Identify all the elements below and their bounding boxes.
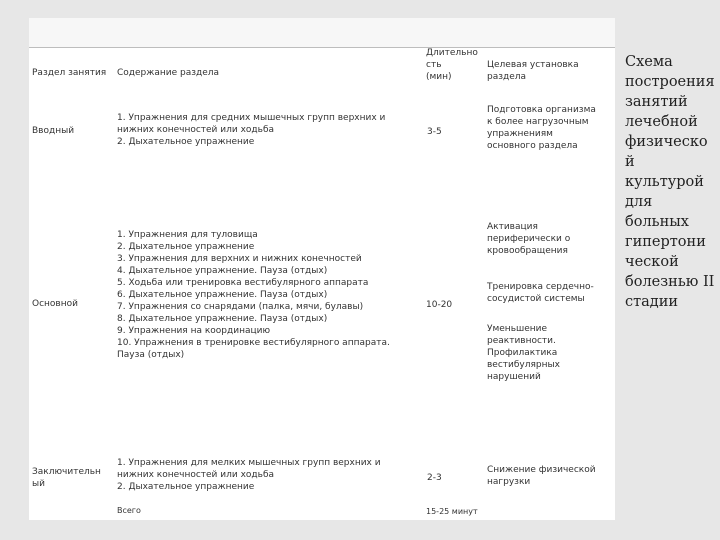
header-content: Содержание раздела — [117, 68, 220, 78]
row-main-section: Основной — [32, 299, 78, 309]
side-title: Схема построения занятий лечебной физическо й культурой для больных гипертони ческой болезнью II стадии — [625, 54, 715, 310]
table-top-border — [29, 47, 615, 48]
row-final-section: Заключительн ый — [32, 467, 101, 489]
header-duration: Длительно сть (мин) — [426, 48, 478, 82]
row-intro-target: Подготовка организма к более нагрузочным упражнениям основного раздела — [487, 105, 596, 151]
header-section: Раздел занятия — [32, 68, 107, 78]
row-final-duration: 2-3 — [427, 473, 442, 483]
header-target: Целевая установка раздела — [487, 60, 579, 82]
row-main-duration: 10-20 — [426, 300, 453, 310]
row-main-target-1: Активация периферически о кровообращения — [487, 222, 571, 256]
row-final-content: 1. Упражнения для мелких мышечных групп верхних и нижних конечностей или ходьба 2. Дыхательное упражнение — [117, 458, 381, 492]
total-value: 15-25 минут — [426, 507, 478, 516]
row-main-content: 1. Упражнения для туловища 2. Дыхательное упражнение 3. Упражнения для верхних и нижних конечностей 4. Дыхательное упражнение. Пауза (отдых) 5. Ходьба или тренировка вестибулярного аппарата 6. Дыхательное упражнение. Пауза (отдых) 7. Упражнения со снарядами (палка, мячи, булавы) 8. Дыхательное упражнение. Пауза (отдых) 9. Упражнения на координацию 10. Упражнения в тренировке вестибулярного аппарата. Пауза (отдых) — [117, 230, 390, 360]
row-intro-section: Вводный — [32, 126, 75, 136]
total-label: Всего — [117, 506, 141, 515]
row-intro-content: 1. Упражнения для средних мышечных групп верхних и нижних конечностей или ходьба 2. Дыхательное упражнение — [117, 113, 386, 147]
row-intro-duration: 3-5 — [427, 127, 442, 137]
row-main-target-3: Уменьшение реактивности. Профилактика вестибулярных нарушений — [487, 324, 560, 382]
row-main-target-2: Тренировка сердечно- сосудистой системы — [487, 282, 594, 304]
row-final-target: Снижение физической нагрузки — [487, 465, 596, 487]
